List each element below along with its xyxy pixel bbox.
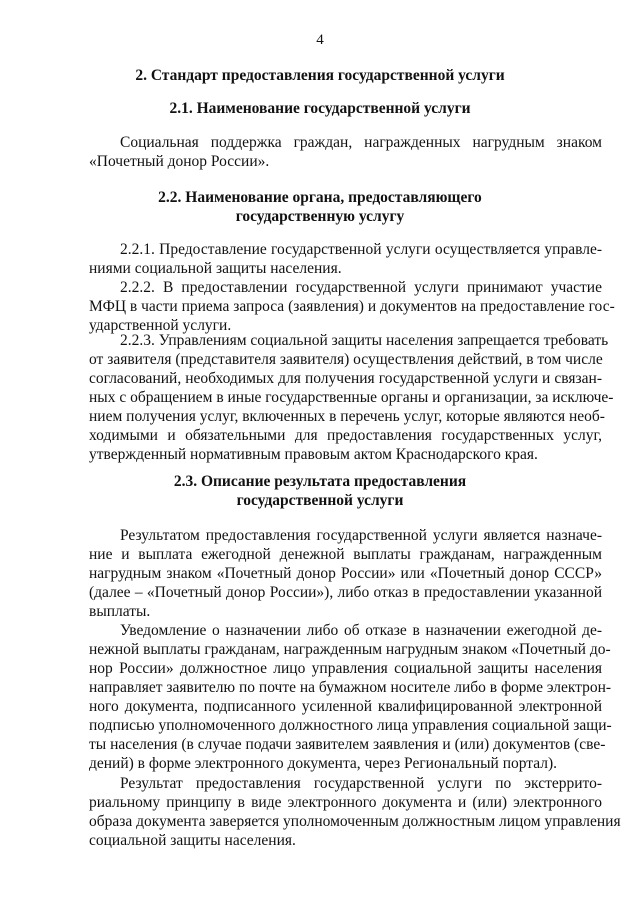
paragraph-2-2-1: 2.2.1. Предоставление государственной услуги осуществляется управле- ниями социальной защиты населения. bbox=[89, 241, 602, 277]
paragraph-2-2-3: 2.2.3. Управлениям социальной защиты населения запрещается требовать от заявителя (представителя заявителя) осуществления действий, в том числе согласований, необходимых для получения государственной услуги и связан- ных с обращением в иные государственные органы и организации, за исключе- нием получения услуг, включенных в перечень услуг, которые являются необ- ходимыми и обязательными для предоставления государственных услуг, утвержденный нормативным правовым актом Краснодарского края. bbox=[89, 332, 614, 463]
section-2-1-title: 2.1. Наименование государственной услуги bbox=[169, 100, 471, 117]
page-number: 4 bbox=[316, 32, 324, 48]
paragraph-2-3-3: Результат предоставления государственной услуги по экстеррито- риальному принципу в виде электронного документа и (или) электронного образа документа заверяется уполномоченным должностным лицом управления социальной защиты населения. bbox=[89, 775, 621, 849]
section-2-3-title: 2.3. Описание результата предоставления государственной услуги bbox=[173, 473, 467, 509]
paragraph-2-2-2: 2.2.2. В предоставлении государственной услуги принимают участие МФЦ в части приема запроса (заявления) и документов на предоставление гос- ударственной услуги. bbox=[89, 279, 615, 334]
paragraph-2-3-2: Уведомление о назначении либо об отказе в назначении ежегодной де- нежной выплаты гражданам, награжденным нагрудным знаком «Почетный до- нор России» должностное лицо управления социальной защиты населения направляет заявителю по почте на бумажном носителе либо в форме электрон- ного документа, подписанного усиленной квалифицированной электронной подписью уполномоченного должностного лица управления социальной защи- ты населения (в случае подачи заявителем заявления и (или) документов (све- дений) в форме электронного документа, через Региональный портал). bbox=[89, 622, 612, 772]
paragraph-2-3-1: Результатом предоставления государственной услуги является назначе- ние и выплата ежегодной денежной выплаты гражданам, награжденным нагрудным знаком «Почетный донор России» или «Почетный донор СССР» (далее – «Почетный донор России»), либо отказ в предоставлении указанной выплаты. bbox=[89, 527, 602, 620]
section-2-title: 2. Стандарт предоставления государственной услуги bbox=[135, 67, 505, 84]
section-2-2-title: 2.2. Наименование органа, предоставляющего государственную услугу bbox=[158, 189, 482, 225]
section-2-1-text: Социальная поддержка граждан, награжденных нагрудным знаком «Почетный донор России». bbox=[89, 134, 602, 170]
